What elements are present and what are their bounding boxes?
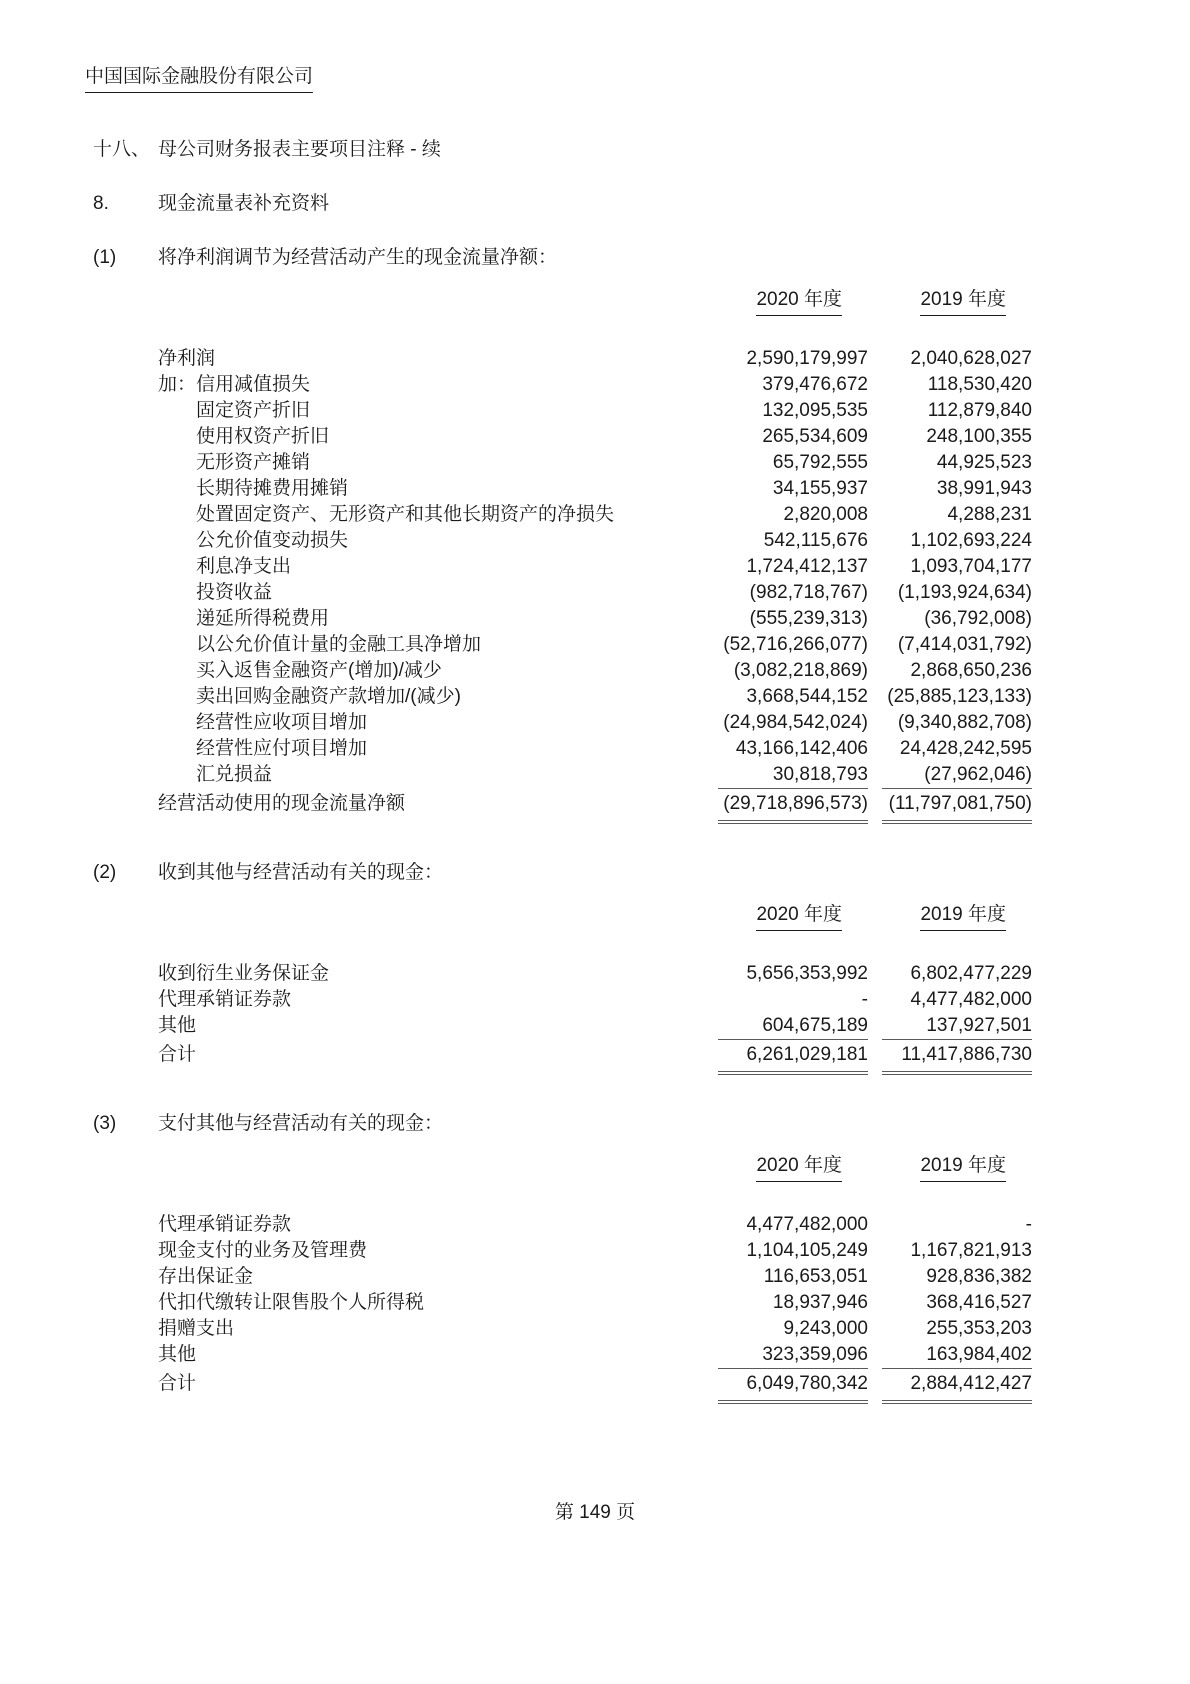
- table-row: [158, 1316, 1032, 1342]
- item-2-heading: [93, 860, 1190, 886]
- value-2020: -: [861, 989, 868, 1010]
- row-label: 递延所得税费用: [196, 608, 330, 629]
- table-row: [158, 398, 1032, 424]
- value-2020: 4,477,482,000: [746, 1214, 868, 1235]
- value-2020: 542,115,676: [763, 530, 868, 551]
- item-3-number: (3): [93, 1113, 117, 1134]
- column-header-2019: 2019 年度: [882, 902, 1032, 931]
- row-label: 代扣代缴转让限售股个人所得税: [158, 1292, 425, 1313]
- row-label: 处置固定资产、无形资产和其他长期资产的净损失: [196, 504, 615, 525]
- item-2-number: (2): [93, 862, 117, 883]
- row-label: 卖出回购金融资产款增加/(减少): [196, 686, 461, 707]
- table-row: [158, 632, 1032, 658]
- row-label: 经营性应收项目增加: [196, 712, 368, 733]
- value-2020: (3,082,218,869): [733, 660, 868, 681]
- company-name: [85, 64, 1190, 93]
- total-label: 经营活动使用的现金流量净额: [158, 793, 406, 814]
- section-heading: [93, 137, 1190, 163]
- value-2020: 265,534,609: [762, 426, 868, 447]
- item-2-title: 收到其他与经营活动有关的现金：: [158, 862, 444, 883]
- item-1-heading: [93, 245, 1190, 271]
- table-row: [158, 424, 1032, 450]
- value-2020: (52,716,266,077): [723, 634, 868, 655]
- row-label: 捐赠支出: [158, 1318, 235, 1339]
- value-2019: 4,477,482,000: [910, 989, 1032, 1010]
- table-3: [158, 1153, 1032, 1404]
- row-label: 固定资产折旧: [196, 400, 311, 421]
- row-label: 其他: [158, 1015, 197, 1036]
- page-number: 第 149 页: [554, 1502, 636, 1523]
- column-header-2020: 2020 年度: [718, 1153, 868, 1182]
- table-row: [158, 372, 1032, 398]
- row-label: 长期待摊费用摊销: [196, 478, 349, 499]
- value-2019: 4,288,231: [947, 504, 1032, 525]
- value-2019: 928,836,382: [926, 1266, 1032, 1287]
- table-row: [158, 476, 1032, 502]
- column-header-2020: 2020 年度: [718, 902, 868, 931]
- value-2020: 604,675,189: [762, 1015, 868, 1036]
- value-2020: 116,653,051: [763, 1266, 868, 1287]
- table-row: [158, 987, 1032, 1013]
- value-2019: 163,984,402: [926, 1344, 1032, 1365]
- column-header-2019: 2019 年度: [882, 1153, 1032, 1182]
- table-row: [158, 450, 1032, 476]
- table-2-header: [158, 902, 1032, 931]
- row-label: 投资收益: [196, 582, 273, 603]
- total-value-2019: 11,417,886,730: [882, 1039, 1032, 1075]
- table-row: [158, 762, 1032, 788]
- value-2020: 9,243,000: [783, 1318, 868, 1339]
- table-row: [158, 606, 1032, 632]
- table-row: [158, 346, 1032, 372]
- value-2019: -: [1025, 1214, 1032, 1235]
- table-3-total-row: [158, 1368, 1032, 1404]
- value-2019: 118,530,420: [927, 374, 1032, 395]
- row-label: 加：信用减值损失: [158, 374, 311, 395]
- table-row: [158, 1290, 1032, 1316]
- total-value-2020: 6,261,029,181: [718, 1039, 868, 1075]
- item-1-number: (1): [93, 247, 117, 268]
- table-row: [158, 1013, 1032, 1039]
- row-label: 现金支付的业务及管理费: [158, 1240, 368, 1261]
- table-1-total-row: [158, 788, 1032, 824]
- value-2019: 6,802,477,229: [910, 963, 1032, 984]
- table-row: [158, 528, 1032, 554]
- row-label: 经营性应付项目增加: [196, 738, 368, 759]
- table-row: [158, 1238, 1032, 1264]
- value-2020: 18,937,946: [772, 1292, 868, 1313]
- table-row: [158, 684, 1032, 710]
- row-label: 使用权资产折旧: [196, 426, 330, 447]
- section-title: 母公司财务报表主要项目注释 - 续: [158, 139, 441, 160]
- row-label: 无形资产摊销: [196, 452, 311, 473]
- row-label: 净利润: [158, 348, 216, 369]
- table-2: [158, 902, 1032, 1075]
- total-value-2019: 2,884,412,427: [882, 1368, 1032, 1404]
- item-3-title: 支付其他与经营活动有关的现金：: [158, 1113, 444, 1134]
- row-label: 以公允价值计量的金融工具净增加: [196, 634, 482, 655]
- row-label: 买入返售金融资产(增加)/减少: [196, 660, 442, 681]
- value-2019: 1,093,704,177: [910, 556, 1032, 577]
- value-2019: (9,340,882,708): [897, 712, 1032, 733]
- value-2019: 248,100,355: [926, 426, 1032, 447]
- value-2020: 5,656,353,992: [746, 963, 868, 984]
- value-2020: 1,724,412,137: [746, 556, 868, 577]
- value-2020: (555,239,313): [749, 608, 868, 629]
- value-2019: 44,925,523: [936, 452, 1032, 473]
- company-name-text: 中国国际金融股份有限公司: [85, 64, 313, 93]
- value-2020: 132,095,535: [762, 400, 868, 421]
- value-2019: (7,414,031,792): [897, 634, 1032, 655]
- value-2019: 255,353,203: [926, 1318, 1032, 1339]
- value-2020: (982,718,767): [749, 582, 868, 603]
- value-2020: 30,818,793: [772, 764, 868, 785]
- value-2019: 2,040,628,027: [910, 348, 1032, 369]
- section-number: 十八、: [93, 139, 151, 160]
- value-2020: 2,590,179,997: [746, 348, 868, 369]
- row-label: 利息净支出: [196, 556, 292, 577]
- value-2020: 323,359,096: [762, 1344, 868, 1365]
- value-2019: 24,428,242,595: [899, 738, 1032, 759]
- value-2019: 1,167,821,913: [910, 1240, 1032, 1261]
- value-2019: 38,991,943: [936, 478, 1032, 499]
- value-2020: (24,984,542,024): [723, 712, 868, 733]
- row-label: 收到衍生业务保证金: [158, 963, 330, 984]
- table-1-header: [158, 287, 1032, 316]
- value-2020: 65,792,555: [772, 452, 868, 473]
- column-header-2020: 2020 年度: [718, 287, 868, 316]
- value-2019: (36,792,008): [924, 608, 1032, 629]
- value-2019: 112,879,840: [927, 400, 1032, 421]
- value-2019: 137,927,501: [926, 1015, 1032, 1036]
- subsection-heading: [93, 191, 1190, 217]
- value-2020: 1,104,105,249: [746, 1240, 868, 1261]
- value-2019: (25,885,123,133): [887, 686, 1032, 707]
- item-1-title: 将净利润调节为经营活动产生的现金流量净额：: [158, 247, 558, 268]
- subsection-title: 现金流量表补充资料: [158, 193, 330, 214]
- value-2019: (27,962,046): [924, 764, 1032, 785]
- total-label: 合计: [158, 1373, 197, 1394]
- value-2020: 379,476,672: [762, 374, 868, 395]
- row-label: 汇兑损益: [196, 764, 273, 785]
- total-value-2020: (29,718,896,573): [718, 788, 868, 824]
- table-2-total-row: [158, 1039, 1032, 1075]
- table-row: [158, 1212, 1032, 1238]
- value-2020: 43,166,142,406: [735, 738, 868, 759]
- row-label: 代理承销证券款: [158, 989, 292, 1010]
- total-value-2020: 6,049,780,342: [718, 1368, 868, 1404]
- row-label: 存出保证金: [158, 1266, 254, 1287]
- table-1: [158, 287, 1032, 824]
- table-row: [158, 1264, 1032, 1290]
- table-row: [158, 580, 1032, 606]
- value-2020: 2,820,008: [783, 504, 868, 525]
- total-label: 合计: [158, 1044, 197, 1065]
- value-2020: 3,668,544,152: [746, 686, 868, 707]
- row-label: 公允价值变动损失: [196, 530, 349, 551]
- table-row: [158, 961, 1032, 987]
- value-2019: 2,868,650,236: [910, 660, 1032, 681]
- table-row: [158, 554, 1032, 580]
- value-2019: 1,102,693,224: [910, 530, 1032, 551]
- table-row: [158, 1342, 1032, 1368]
- table-row: [158, 710, 1032, 736]
- value-2020: 34,155,937: [772, 478, 868, 499]
- total-value-2019: (11,797,081,750): [882, 788, 1032, 824]
- item-3-heading: [93, 1111, 1190, 1137]
- table-row: [158, 658, 1032, 684]
- table-row: [158, 502, 1032, 528]
- row-label: 代理承销证券款: [158, 1214, 292, 1235]
- row-label: 其他: [158, 1344, 197, 1365]
- value-2019: 368,416,527: [926, 1292, 1032, 1313]
- value-2019: (1,193,924,634): [897, 582, 1032, 603]
- column-header-2019: 2019 年度: [882, 287, 1032, 316]
- table-3-header: [158, 1153, 1032, 1182]
- subsection-number: 8.: [93, 193, 109, 214]
- table-row: [158, 736, 1032, 762]
